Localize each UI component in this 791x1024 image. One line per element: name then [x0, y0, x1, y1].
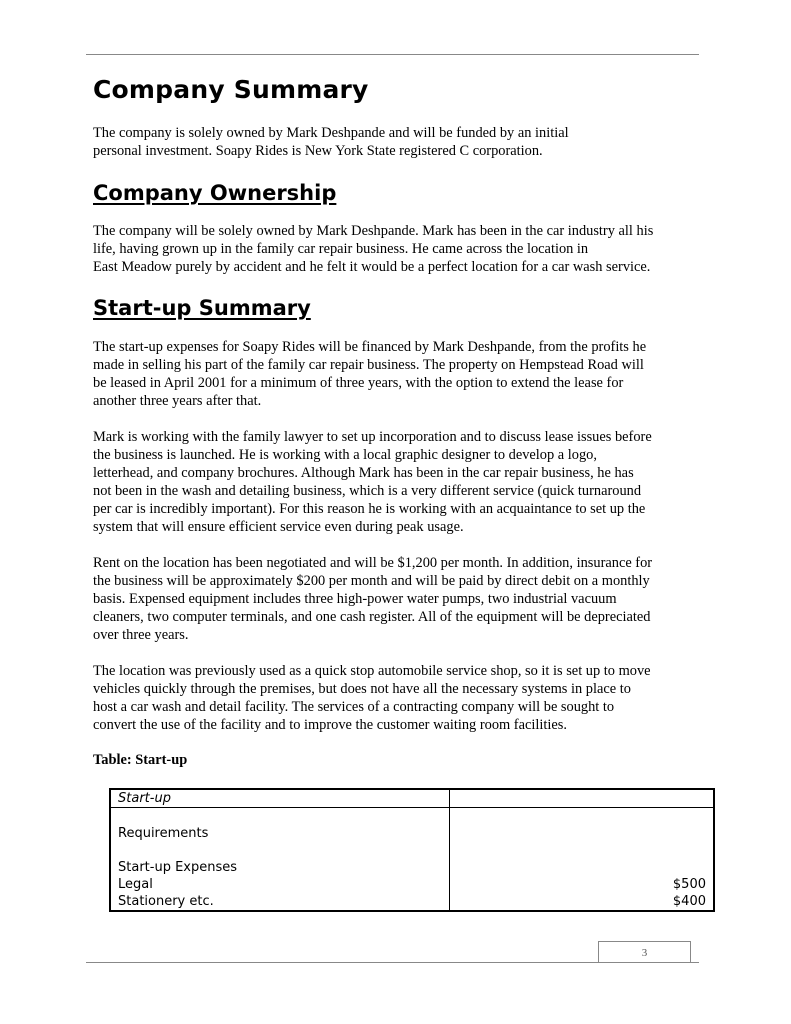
page-number: 3 [641, 947, 648, 959]
text-line: be leased in April 2001 for a minimum of three years, with the option to extend the lease for [93, 375, 624, 391]
text-line: The company is solely owned by Mark Deshpande and will be funded by an initial [93, 125, 569, 141]
table-header-cell: Start-up [110, 789, 450, 808]
company-ownership-paragraph [93, 222, 703, 276]
startup-paragraph-1 [93, 338, 703, 410]
requirements-label: Requirements [110, 808, 450, 843]
text-line: vehicles quickly through the premises, but does not have all the necessary systems in place to [93, 681, 631, 697]
text-line: the business is launched. He is working with a local graphic designer to develop a logo, [93, 447, 597, 463]
text-line: another three years after that. [93, 393, 262, 409]
text-line: The start-up expenses for Soapy Rides will be financed by Mark Deshpande, from the profits he [93, 339, 647, 355]
startup-table [109, 788, 715, 912]
header-rule [86, 54, 699, 55]
heading-company-ownership: Company Ownership [93, 181, 337, 205]
text-line: life, having grown up in the family car repair business. He came across the location in [93, 241, 589, 257]
page-number-box [598, 941, 691, 963]
footer-rule [86, 962, 699, 963]
text-line: The company will be solely owned by Mark Deshpande. Mark has been in the car industry all his [93, 223, 654, 239]
heading-company-summary: Company Summary [93, 75, 369, 104]
text-line: convert the use of the facility and to improve the customer waiting room facilities. [93, 717, 567, 733]
text-line: host a car wash and detail facility. The services of a contracting company will be sought to [93, 699, 615, 715]
row-value: $400 [672, 894, 706, 909]
startup-paragraph-4 [93, 662, 703, 734]
text-line: East Meadow purely by accident and he felt it would be a perfect location for a car wash service. [93, 259, 651, 275]
table-header-row [110, 789, 714, 808]
company-summary-paragraph [93, 124, 703, 160]
table-caption: Table: Start-up [93, 752, 188, 768]
table-row [110, 893, 714, 911]
text-line: Rent on the location has been negotiated and will be $1,200 per month. In addition, insurance for [93, 555, 653, 571]
table-row [110, 808, 714, 843]
text-line: per car is incredibly important). For this reason he is working with an acquaintance to set up the [93, 501, 646, 517]
text-line: letterhead, and company brochures. Although Mark has been in the car repair business, he has [93, 465, 634, 481]
text-line: cleaners, two computer terminals, and one cash register. All of the equipment will be depreciated [93, 609, 651, 625]
row-label: Stationery etc. [110, 893, 450, 911]
heading-startup-summary: Start-up Summary [93, 296, 311, 320]
text-line: basis. Expensed equipment includes three high-power water pumps, two industrial vacuum [93, 591, 617, 607]
row-value: $500 [672, 877, 706, 892]
text-line: not been in the wash and detailing business, which is a very different service (quick turnaround [93, 483, 642, 499]
startup-expenses-label: Start-up Expenses [110, 842, 450, 876]
table-row [110, 876, 714, 893]
text-line: The location was previously used as a quick stop automobile service shop, so it is set up to move [93, 663, 651, 679]
text-line: personal investment. Soapy Rides is New York State registered C corporation. [93, 143, 543, 159]
text-line: made in selling his part of the family car repair business. The property on Hempstead Road will [93, 357, 644, 373]
text-line: over three years. [93, 627, 189, 643]
startup-paragraph-2 [93, 428, 703, 536]
table-header-value-cell [450, 789, 715, 808]
startup-paragraph-3 [93, 554, 703, 644]
text-line: system that will ensure efficient service even during peak usage. [93, 519, 464, 535]
text-line: the business will be approximately $200 per month and will be paid by direct debit on a monthly [93, 573, 650, 589]
text-line: Mark is working with the family lawyer to set up incorporation and to discuss lease issues before [93, 429, 652, 445]
document-body [93, 73, 703, 769]
table-row [110, 842, 714, 876]
row-label: Legal [110, 876, 450, 893]
